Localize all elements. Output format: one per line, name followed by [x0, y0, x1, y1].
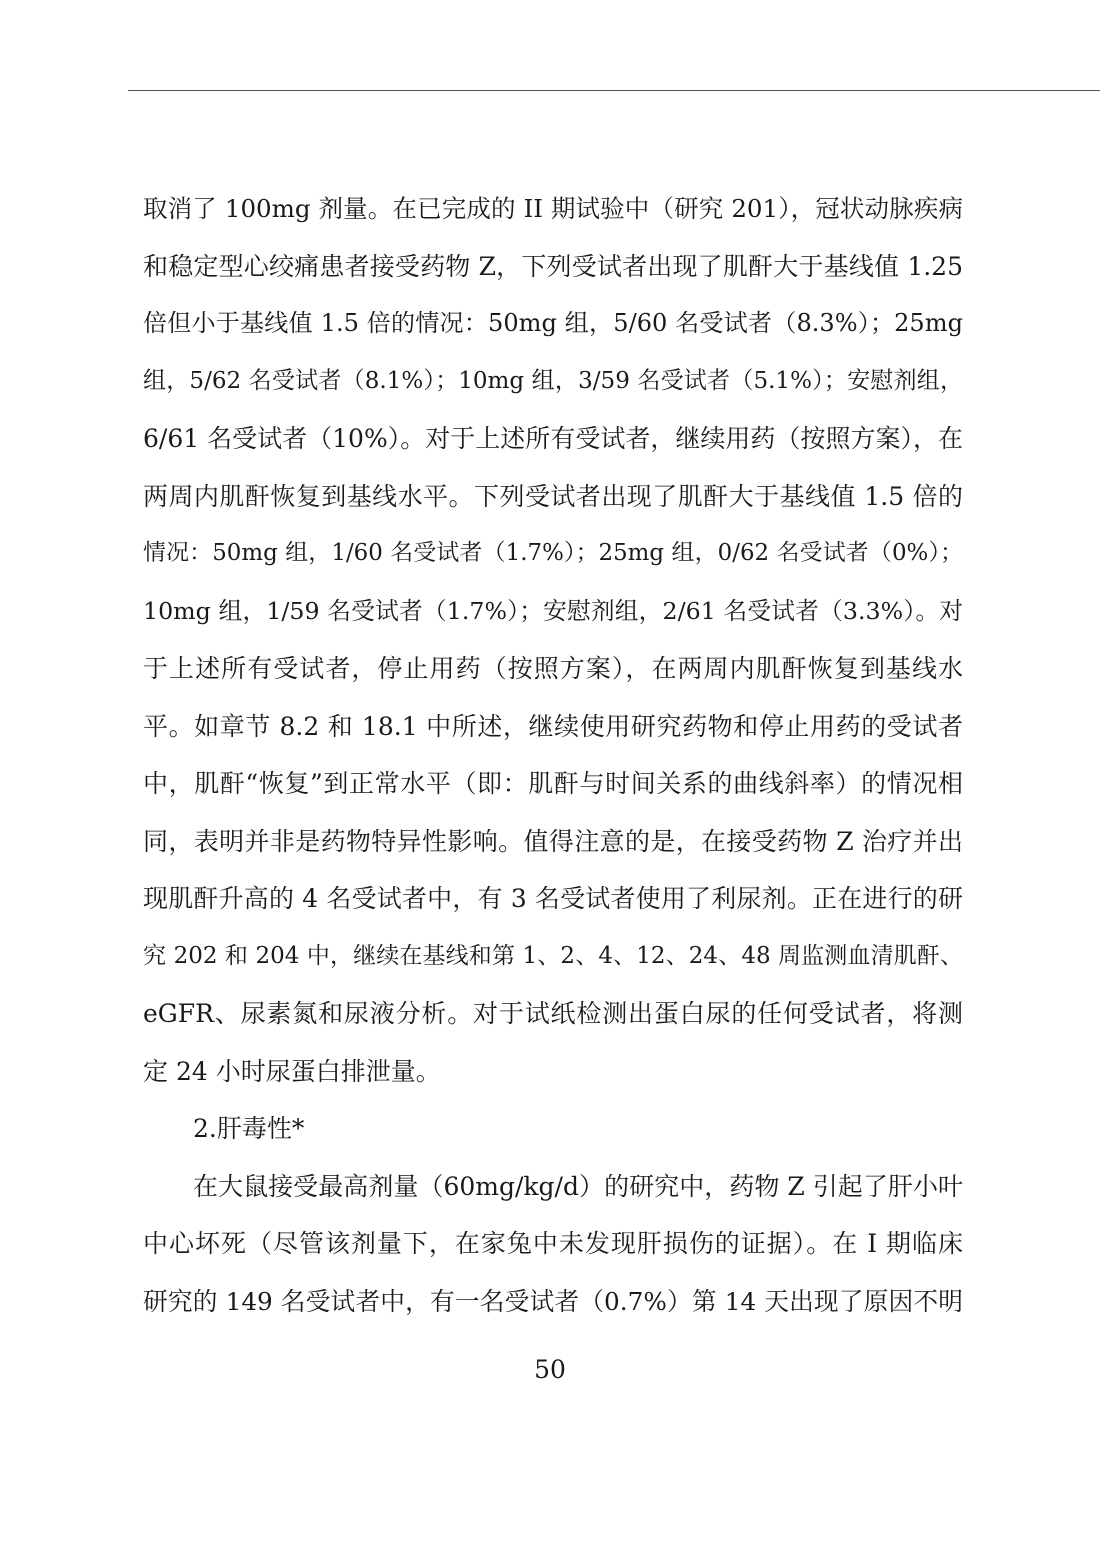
text-line: 6/61 名受试者（10%）。对于上述所有受试者，继续用药（按照方案），在: [143, 424, 963, 453]
text-line: 取消了 100mg 剂量。在已完成的 II 期试验中（研究 201），冠状动脉疾病: [143, 194, 963, 223]
text-line: 组，5/62 名受试者（8.1%）；10mg 组，3/59 名受试者（5.1%）；安慰剂组，: [143, 367, 963, 394]
text-line: 中，肌酐“恢复”到正常水平（即：肌酐与时间关系的曲线斜率）的情况相: [143, 769, 963, 798]
text-line: 倍但小于基线值 1.5 倍的情况：50mg 组，5/60 名受试者（8.3%）；25mg: [143, 309, 963, 337]
text-line: 平。如章节 8.2 和 18.1 中所述，继续使用研究药物和停止用药的受试者: [143, 711, 963, 741]
text-line: 中心坏死（尽管该剂量下，在家兔中未发现肝损伤的证据）。在 I 期临床: [143, 1229, 963, 1258]
text-line: 同，表明并非是药物特异性影响。值得注意的是，在接受药物 Z 治疗并出: [143, 826, 963, 856]
text-line: 定 24 小时尿蛋白排泄量。: [143, 1056, 441, 1086]
text-line: 究 202 和 204 中，继续在基线和第 1、2、4、12、24、48 周监测血清肌酐、: [143, 942, 963, 969]
text-line: 两周内肌酐恢复到基线水平。下列受试者出现了肌酐大于基线值 1.5 倍的: [143, 481, 963, 511]
text-line: 和稳定型心绞痛患者接受药物 Z，下列受试者出现了肌酐大于基线值 1.25: [143, 251, 963, 281]
body-text: [143, 180, 963, 1330]
section-heading: 2.肝毒性*: [193, 1114, 305, 1143]
text-line: 情况：50mg 组，1/60 名受试者（1.7%）；25mg 组，0/62 名受试者（0%）；: [143, 540, 963, 566]
text-line: 于上述所有受试者，停止用药（按照方案），在两周内肌酐恢复到基线水: [143, 654, 963, 683]
text-line: eGFR、尿素氮和尿液分析。对于试纸检测出蛋白尿的任何受试者，将测: [143, 999, 963, 1028]
header-rule: [128, 90, 1100, 91]
text-line: 在大鼠接受最高剂量（60mg/kg/d）的研究中，药物 Z 引起了肝小叶: [193, 1171, 963, 1201]
text-line: 研究的 149 名受试者中，有一名受试者（0.7%）第 14 天出现了原因不明: [143, 1286, 963, 1316]
text-line: 现肌酐升高的 4 名受试者中，有 3 名受试者使用了利尿剂。正在进行的研: [143, 884, 963, 913]
text-line: 10mg 组，1/59 名受试者（1.7%）；安慰剂组，2/61 名受试者（3.3%）。对: [143, 596, 963, 625]
page-number: 50: [534, 1355, 566, 1384]
